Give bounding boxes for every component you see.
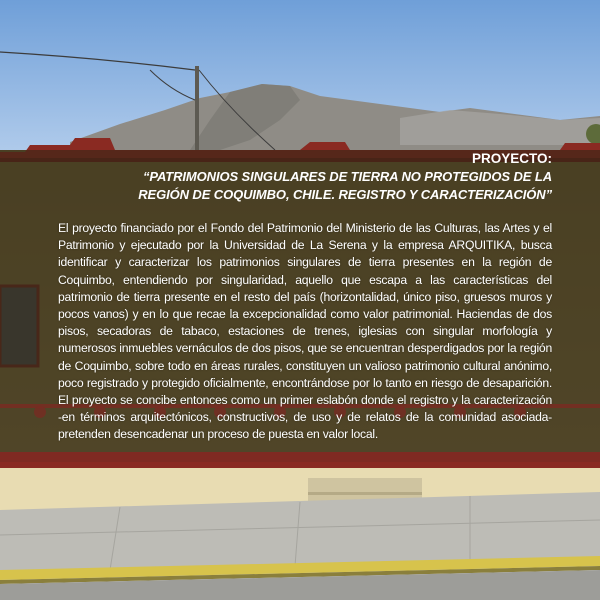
project-title-line-1: “PATRIMONIOS SINGULARES DE TIERRA NO PROTEGIDOS DE LA [142, 169, 552, 184]
lower-wall-red [0, 462, 600, 468]
project-label: PROYECTO: [471, 151, 552, 166]
project-text-panel [0, 150, 600, 462]
utility-pole [195, 66, 199, 156]
project-title-line-2: REGIÓN DE COQUIMBO, CHILE. REGISTRO Y CARACTERIZACIÓN” [138, 187, 552, 202]
project-heading [138, 150, 552, 204]
project-description: El proyecto financiado por el Fondo del Patrimonio del Ministerio de las Culturas, las Artes y el Patrimonio y ejecutado por la Universidad de La Serena y la empresa ARQUITIKA, busca identificar y caracterizar los patrimonios singulares de tierra presentes en la región de Coquimbo, entendiendo por singularidad, aquello que escapa a las características del patrimonio de tierra presente en el resto del país (horizontalidad, único piso, gruesos muros y pocos vanos) y en lo que recae la excepcionalidad como valor patrimonial. Haciendas de dos pisos, secadoras de tabaco, estaciones de trenes, iglesias con singular morfología y numerosos inmuebles vernáculos de dos pisos, que se encuentran desperdigados por la región de Coquimbo, sobre todo en áreas rurales, constituyen un valioso patrimonio cultural anónimo, poco registrado y protegido oficialmente, encontrándose por lo tanto en riesgo de desaparición. El proyecto se concibe entonces como un primer eslabón donde el registro y la caracterización -en términos arquitectónicos, constructivos, de uso y de relatos de la comunidad asociada- pretenden desencadenar un proceso de puesta en valor local. [58, 221, 552, 442]
step-edge [308, 492, 422, 495]
